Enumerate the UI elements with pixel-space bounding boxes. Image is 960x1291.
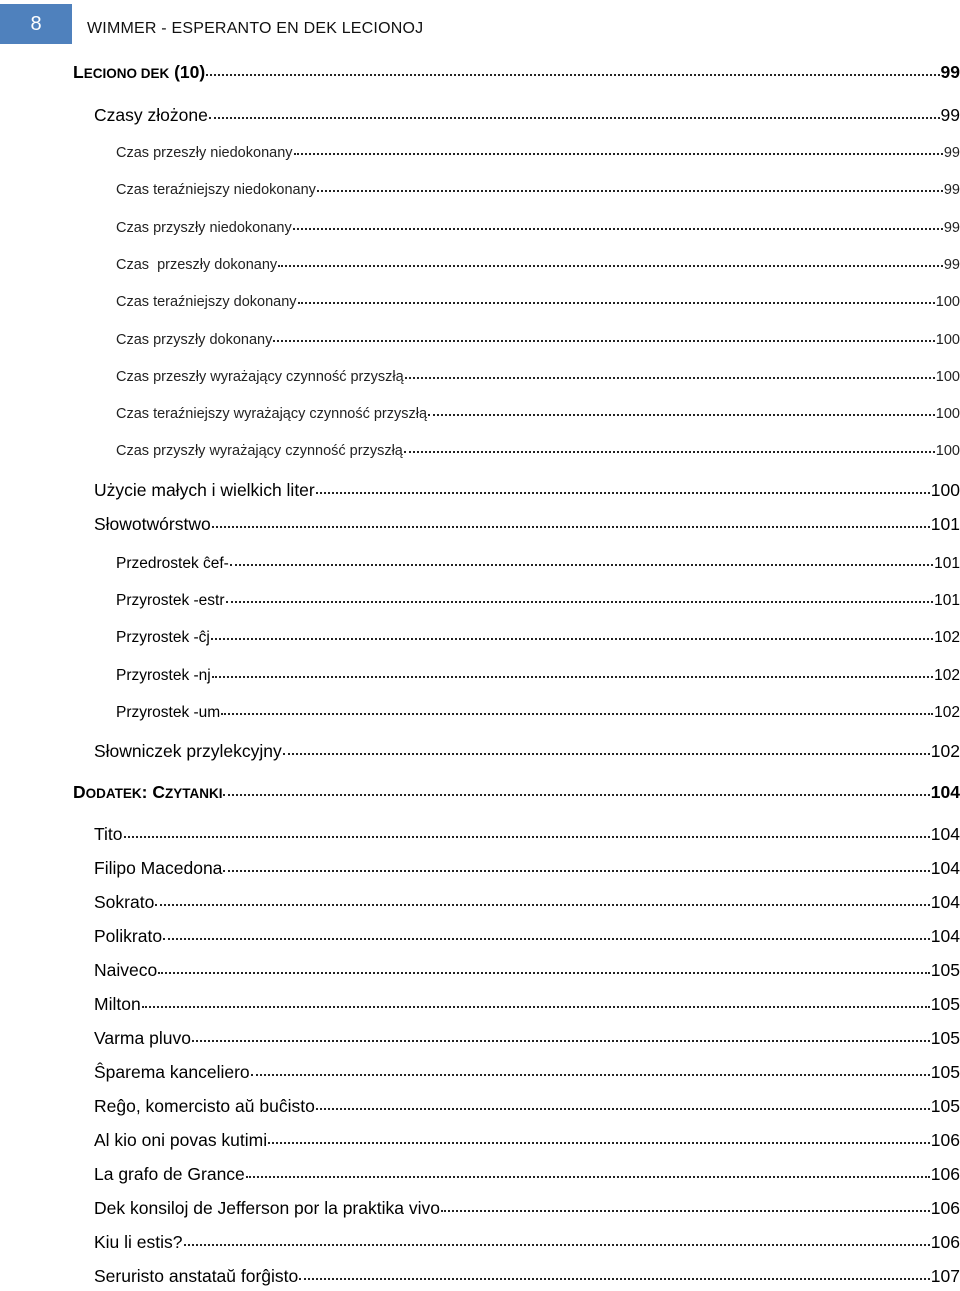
toc-entry-page: 99: [943, 220, 960, 236]
toc-entry-page: 101: [930, 514, 960, 534]
dot-leader: [163, 938, 930, 940]
toc-entry-title: Czas teraźniejszy wyrażający czynność przyszłą: [116, 406, 428, 422]
dot-leader: [246, 1176, 930, 1178]
toc-entry-page: 102: [930, 741, 960, 761]
dot-leader: [316, 492, 930, 494]
toc-subsection-entry[interactable]: [116, 221, 960, 236]
toc-entry-title: Czas przeszły niedokonany: [116, 145, 293, 161]
dot-leader: [226, 601, 934, 603]
toc-entry-title: Polikrato: [94, 926, 163, 946]
toc-entry-title: Ŝparema kanceliero: [94, 1062, 250, 1082]
toc-section-entry[interactable]: [94, 860, 960, 878]
dot-leader: [211, 638, 933, 640]
dot-leader: [293, 228, 943, 230]
dot-leader: [298, 302, 935, 304]
toc-entry-page: 101: [934, 555, 960, 572]
toc-section-entry[interactable]: [94, 1098, 960, 1116]
dot-leader: [428, 414, 935, 416]
toc-entry-title: Przyrostek -ĉj: [116, 629, 210, 646]
toc-section-entry[interactable]: [94, 928, 960, 946]
toc-entry-title: Seruristo anstataŭ forĝisto: [94, 1266, 299, 1286]
toc-subsection-entry[interactable]: [116, 183, 960, 198]
toc-subsection-entry[interactable]: [116, 444, 960, 459]
dot-leader: [212, 676, 933, 678]
toc-entry-page: 100: [935, 443, 960, 459]
toc-entry-page: 106: [930, 1232, 960, 1252]
toc-entry-page: 106: [930, 1198, 960, 1218]
toc-subsection-entry[interactable]: [116, 407, 960, 422]
dot-leader: [223, 794, 929, 796]
toc-entry-title: Czas przyszły dokonany: [116, 332, 273, 348]
toc-subsection-entry[interactable]: [116, 333, 960, 348]
dot-leader: [155, 904, 929, 906]
dot-leader: [124, 836, 930, 838]
dot-leader: [142, 1006, 930, 1008]
toc-section-entry[interactable]: [94, 1200, 960, 1218]
toc-entry-title: DODATEK: CZYTANKI: [73, 782, 223, 802]
toc-section-entry[interactable]: [94, 1268, 960, 1286]
toc-section-entry[interactable]: [94, 1166, 960, 1184]
page-number: 8: [30, 12, 42, 35]
toc-entry-title: Przyrostek -nj: [116, 667, 211, 684]
toc-entry-page: 100: [935, 406, 960, 422]
toc-subsection-entry[interactable]: [116, 593, 960, 609]
toc-entry-title: Słowotwórstwo: [94, 514, 211, 534]
dot-leader: [230, 564, 933, 566]
toc-entry-title: Czasy złożone: [94, 105, 208, 125]
toc-section-entry[interactable]: [94, 1030, 960, 1048]
toc-section-entry[interactable]: [94, 107, 960, 125]
toc-entry-title: Przedrostek ĉef-: [116, 555, 229, 572]
toc-entry-title: Użycie małych i wielkich liter: [94, 480, 315, 500]
toc-entry-page: 99: [940, 105, 960, 125]
toc-entry-page: 99: [940, 62, 960, 82]
dot-leader: [273, 340, 934, 342]
toc-entry-page: 100: [935, 294, 960, 310]
toc-section-entry[interactable]: [94, 516, 960, 534]
toc-subsection-entry[interactable]: [116, 556, 960, 572]
dot-leader: [278, 265, 943, 267]
toc-entry-title: Varma pluvo: [94, 1028, 191, 1048]
toc-entry-title: Przyrostek -estr: [116, 592, 225, 609]
toc-entry-title: Tito: [94, 824, 123, 844]
toc-entry-page: 105: [930, 994, 960, 1014]
toc-entry-page: 104: [930, 892, 960, 912]
toc-entry-page: 105: [930, 960, 960, 980]
dot-leader: [223, 870, 929, 872]
toc-section-entry[interactable]: [94, 894, 960, 912]
toc-entry-page: 99: [943, 182, 960, 198]
dot-leader: [184, 1244, 930, 1246]
toc-entry-title: Czas teraźniejszy dokonany: [116, 294, 297, 310]
toc-entry-title: Kiu li estis?: [94, 1232, 183, 1252]
dot-leader: [206, 74, 939, 76]
toc-section-entry[interactable]: [94, 743, 960, 761]
toc-entry-title: Naiveco: [94, 960, 158, 980]
toc-entry-page: 104: [930, 858, 960, 878]
toc-entry-title: Przyrostek -um: [116, 704, 221, 721]
toc-entry-page: 100: [935, 369, 960, 385]
toc-section-entry[interactable]: [94, 1132, 960, 1150]
toc-entry-page: 100: [930, 480, 960, 500]
toc-entry-title: Al kio oni povas kutimi: [94, 1130, 268, 1150]
dot-leader: [158, 972, 930, 974]
toc-subsection-entry[interactable]: [116, 668, 960, 684]
dot-leader: [299, 1278, 930, 1280]
dot-leader: [251, 1074, 930, 1076]
toc-entry-page: 104: [930, 782, 960, 802]
toc-subsection-entry[interactable]: [116, 295, 960, 310]
toc-entry-title: Czas teraźniejszy niedokonany: [116, 182, 316, 198]
dot-leader: [317, 190, 943, 192]
toc-subsection-entry[interactable]: [116, 146, 960, 161]
toc-entry-title: Czas przyszły niedokonany: [116, 220, 292, 236]
toc-chapter-entry[interactable]: [73, 784, 960, 802]
toc-entry-page: 100: [935, 332, 960, 348]
toc-entry-title: Czas przyszły wyrażający czynność przyszłą: [116, 443, 403, 459]
toc-entry-page: 99: [943, 257, 960, 273]
toc-subsection-entry[interactable]: [116, 630, 960, 646]
toc-entry-title: La grafo de Grance: [94, 1164, 245, 1184]
toc-entry-title: Czas przeszły wyrażający czynność przyszłą: [116, 369, 404, 385]
dot-leader: [441, 1210, 930, 1212]
toc-entry-page: 102: [934, 667, 960, 684]
toc-entry-page: 102: [934, 629, 960, 646]
toc-entry-page: 104: [930, 824, 960, 844]
toc-entry-page: 107: [930, 1266, 960, 1286]
toc-entry-page: 105: [930, 1096, 960, 1116]
toc-entry-page: 102: [934, 704, 960, 721]
dot-leader: [316, 1108, 930, 1110]
toc-entry-title: LECIONO DEK (10): [73, 62, 206, 82]
toc-entry-title: Czas przeszły dokonany: [116, 257, 278, 273]
toc-section-entry[interactable]: [94, 826, 960, 844]
dot-leader: [294, 153, 943, 155]
toc-entry-page: 105: [930, 1062, 960, 1082]
dot-leader: [212, 526, 930, 528]
toc-entry-page: 106: [930, 1164, 960, 1184]
toc-subsection-entry[interactable]: [116, 370, 960, 385]
toc-entry-page: 99: [943, 145, 960, 161]
toc-subsection-entry[interactable]: [116, 258, 960, 273]
toc-chapter-entry[interactable]: [73, 64, 960, 82]
toc-section-entry[interactable]: [94, 962, 960, 980]
toc-entry-title: Sokrato: [94, 892, 155, 912]
toc-section-entry[interactable]: [94, 1064, 960, 1082]
toc-section-entry[interactable]: [94, 996, 960, 1014]
running-header: WIMMER - ESPERANTO EN DEK LECIONOJ: [87, 20, 424, 37]
toc-entry-title: Słowniczek przylekcyjny: [94, 741, 282, 761]
dot-leader: [192, 1040, 930, 1042]
toc-section-entry[interactable]: [94, 1234, 960, 1252]
dot-leader: [283, 753, 930, 755]
dot-leader: [268, 1142, 930, 1144]
dot-leader: [209, 117, 940, 119]
toc-subsection-entry[interactable]: [116, 705, 960, 721]
toc-entry-title: Milton: [94, 994, 141, 1014]
toc-entry-page: 106: [930, 1130, 960, 1150]
dot-leader: [404, 451, 935, 453]
toc-entry-title: Filipo Macedona: [94, 858, 223, 878]
toc-entry-title: Dek konsiloj de Jefferson por la praktika vivo: [94, 1198, 440, 1218]
toc-entry-page: 101: [934, 592, 960, 609]
dot-leader: [405, 377, 935, 379]
dot-leader: [221, 713, 933, 715]
toc-entry-title: Reĝo, komercisto aŭ buĉisto: [94, 1096, 315, 1116]
toc-entry-page: 104: [930, 926, 960, 946]
toc-section-entry[interactable]: [94, 482, 960, 500]
toc-entry-page: 105: [930, 1028, 960, 1048]
